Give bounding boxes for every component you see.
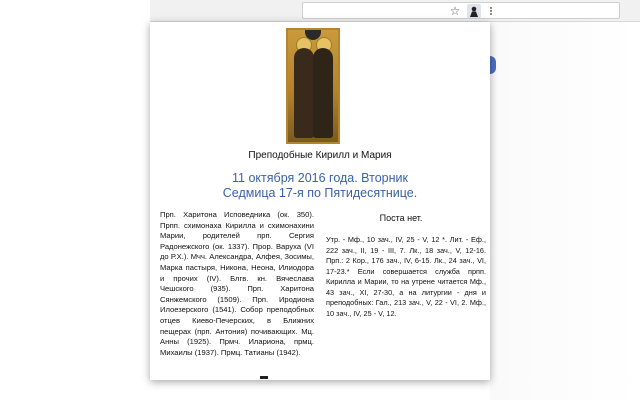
saint-figure-left	[294, 48, 314, 138]
extension-popup	[150, 22, 490, 380]
scroll-indicator	[260, 376, 268, 379]
star-icon[interactable]: ☆	[449, 4, 461, 18]
date-heading	[150, 171, 490, 201]
person-silhouette-icon	[469, 6, 479, 17]
date-line: 11 октября 2016 года. Вторник	[232, 171, 408, 185]
saint-figure-right	[313, 48, 333, 138]
saints-icon-image	[286, 28, 340, 144]
browser-toolbar	[150, 0, 640, 22]
page-background	[490, 22, 640, 400]
icon-caption: Преподобные Кирилл и Мария	[248, 150, 392, 161]
kebab-menu-icon[interactable]	[484, 4, 498, 18]
fast-status: Поста нет.	[379, 213, 423, 223]
person-icon[interactable]	[467, 4, 481, 18]
week-line: Седмица 17-я по Пятидесятнице.	[222, 186, 418, 200]
scripture-readings-text: Утр. - Мф., 10 зач., IV, 25 - V, 12 *. Лит. - Еф., 222 зач., II, 19 - III, 7. Лк., 18 зач., V, 12-16. Прп.: 2 Кор., 176 зач., IV, 6-15. Лк., 24 зач., VI, 17-23.* Если совершается служба прпп. Кирилла и Марии, то на утрене читается Мф., 43 зач., XI, 27-30, а на литургии - дня и преподобных: Гал., 213 зач., V, 22 - VI, 2. Мф., 10 зач., IV, 25 - V, 12.	[326, 235, 486, 318]
saints-of-day-text: Прп. Харитона Исповедника (ок. 350). Прпп. схимонаха Кирилла и схимонахини Марии, родителей прп. Сергия Радонежского (ок. 1337). Прор. Варуха (VI до Р.Х.). Мчч. Александра, Алфея, Зосимы, Марка пастыря, Никона, Неона, Илиодора и прочих (IV). Блгв. кн. Вячеслава Чешского (935). Прп. Харитона Сянжемского (1509). Прп. Иродиона Илоезерского (1541). Собор преподобных отцев Киево-Печерских, в Ближних пещерах (прп. Антония) почивающих. Мц. Анны (1925). Прмч. Илариона, прмц. Михаилы (1937). Прмц. Татианы (1942).	[160, 210, 314, 357]
